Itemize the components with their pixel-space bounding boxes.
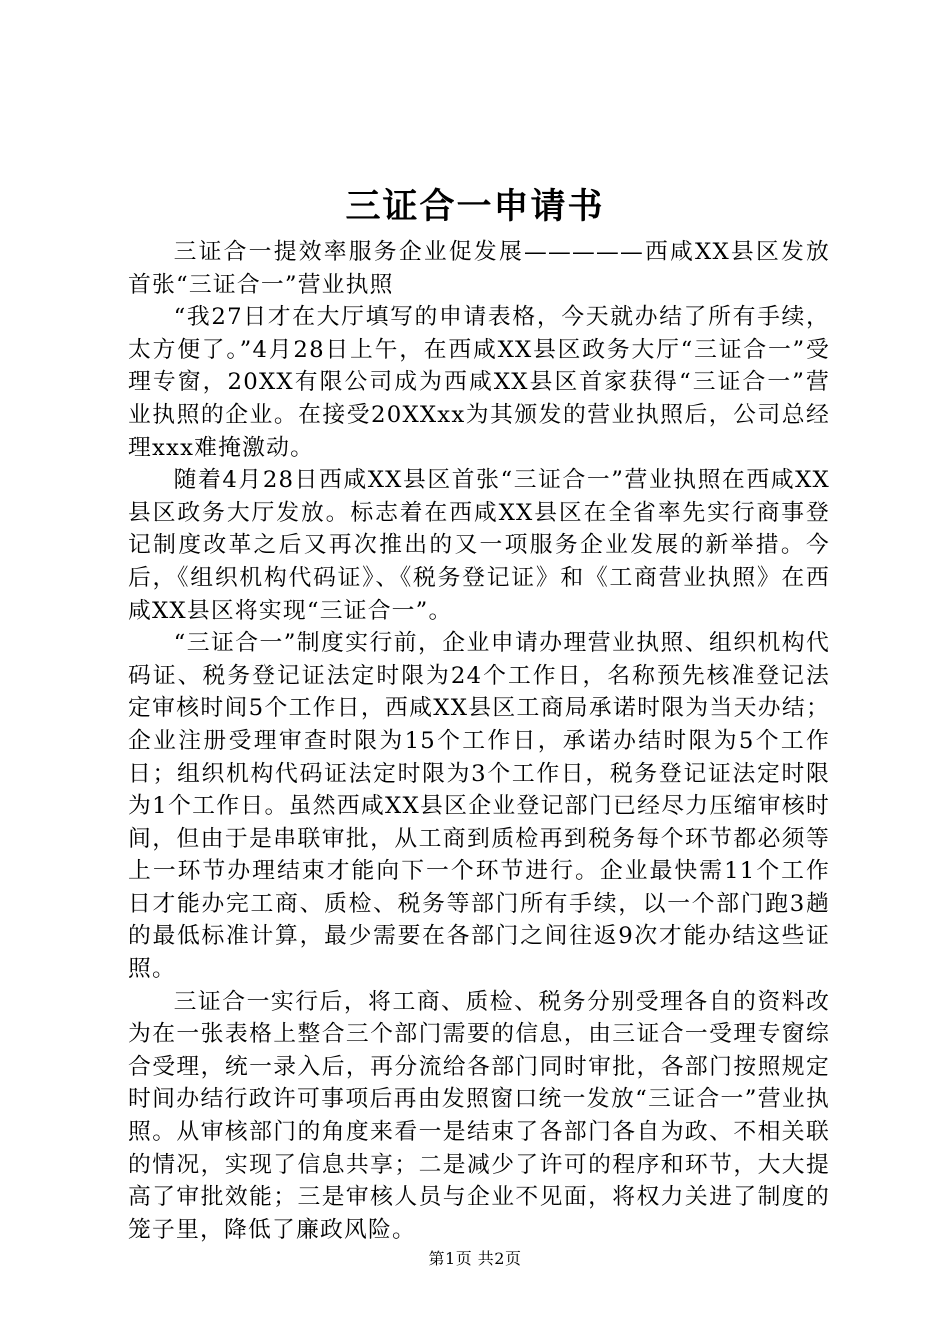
paragraph-quote: “我27日才在大厅填写的申请表格，今天就办结了所有手续，太方便了。”4月28日上午，在西咸XX县区政务大厅“三证合一”受理专窗，20XX有限公司成为西咸XX县区首家获得“三证合一”营业执照的企业。在接受20XXxx为其颁发的营业执照后，公司总经理xxx难掩激动。 [128, 304, 830, 461]
paragraph-before-reform: “三证合一”制度实行前，企业申请办理营业执照、组织机构代码证、税务登记证法定时限为24个工作日，名称预先核准登记法定审核时间5个工作日，西咸XX县区工商局承诺时限为当天办结；企业注册受理审查时限为15个工作日，承诺办结时限为5个工作日；组织机构代码证法定时限为3个工作日，税务登记证法定时限为1个工作日。虽然西咸XX县区企业登记部门已经尽力压缩审核时间，但由于是串联审批，从工商到质检再到税务每个环节都必须等上一环节办理结束才能向下一个环节进行。企业最快需11个工作日才能办完工商、质检、税务等部门所有手续，以一个部门跑3趟的最低标准计算，最少需要在各部门之间往返9次才能办结这些证照。 [128, 630, 830, 983]
document-title: 三证合一申请书 [345, 186, 605, 227]
paragraph-headline: 三证合一提效率服务企业促发展—————西咸XX县区发放首张“三证合一”营业执照 [128, 239, 830, 298]
document-body [128, 236, 830, 1246]
paragraph-after-reform: 三证合一实行后，将工商、质检、税务分别受理各自的资料改为在一张表格上整合三个部门需要的信息，由三证合一受理专窗综合受理，统一录入后，再分流给各部门同时审批，各部门按照规定时间办结行政许可事项后再由发照窗口统一发放“三证合一”营业执照。从审核部门的角度来看一是结束了各部门各自为政、不相关联的情况，实现了信息共享；二是减少了许可的程序和环节，大大提高了审批效能；三是审核人员与企业不见面，将权力关进了制度的笼子里，降低了廉政风险。 [128, 988, 830, 1243]
paragraph-first-license: 随着4月28日西咸XX县区首张“三证合一”营业执照在西咸XX县区政务大厅发放。标志着在西咸XX县区在全省率先实行商事登记制度改革之后又再次推出的又一项服务企业发展的新举措。今后，《组织机构代码证》、《税务登记证》和《工商营业执照》在西咸XX县区将实现“三证合一”。 [128, 467, 830, 624]
page-footer: 第1页 共2页 [428, 1249, 522, 1268]
